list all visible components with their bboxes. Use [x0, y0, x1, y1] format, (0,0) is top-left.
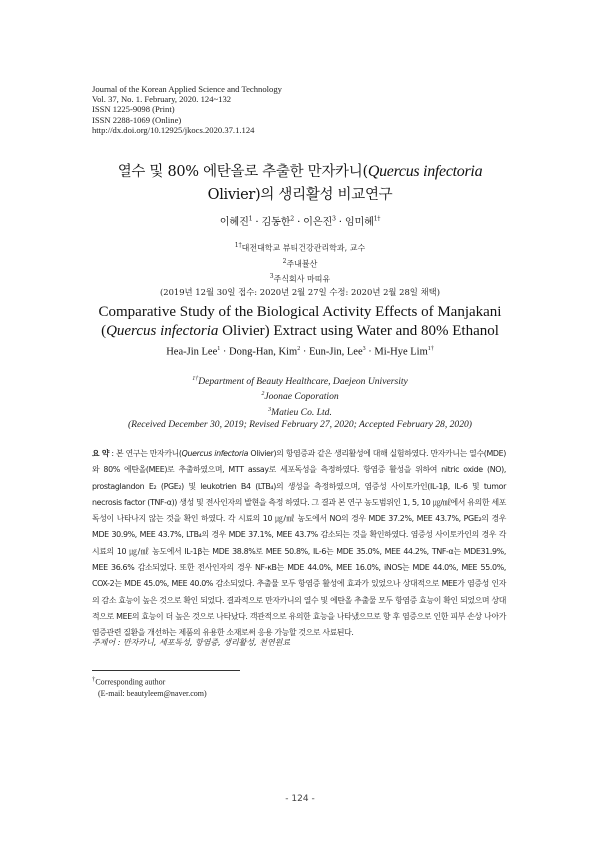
author-sup: 2	[297, 346, 301, 352]
footnote	[92, 674, 207, 699]
journal-issue: Vol. 37, No. 1. February, 2020. 124~132	[92, 94, 232, 105]
affiliation-line: Department of Beauty Healthcare, Daejeon University	[198, 376, 408, 388]
author-sup: 1†	[427, 346, 434, 352]
affiliation-line: Matieu Co. Ltd.	[271, 407, 332, 419]
author-name: Dong-Han, Kim	[228, 346, 298, 358]
separator: ·	[294, 217, 304, 228]
affiliation-line: 주식회사 마띠유	[273, 274, 331, 284]
title-en-line1: Comparative Study of the Biological Activity Effects of Manjakani	[98, 304, 502, 320]
author-sup: 3	[362, 346, 366, 352]
separator: ·	[365, 346, 375, 358]
dates-korean: (2019년 12월 30일 접수: 2020년 2월 27일 수정: 2020년 2월 28일 채택)	[159, 286, 441, 297]
affiliations-english	[0, 373, 600, 432]
affiliation-line: 대전대학교 뷰티건강관리학과, 교수	[241, 243, 366, 253]
author-name: 이은진	[303, 217, 333, 228]
dagger-mark: †	[92, 676, 96, 683]
separator: ·	[252, 217, 262, 228]
journal-header	[92, 84, 282, 135]
author-name: Mi-Hye Lim	[374, 346, 428, 358]
aff-sup: 1†	[192, 376, 199, 382]
abstract-text: : 본 연구는 만자카니(	[109, 449, 182, 458]
author-name: Eun-Jin, Lee	[308, 346, 363, 358]
affiliation-line: Joonae Coporation	[264, 391, 339, 403]
separator: ·	[335, 217, 345, 228]
author-name: 이혜진	[219, 217, 249, 228]
title-english	[70, 303, 530, 341]
title-kr-species: Quercus infectoria	[367, 163, 483, 180]
doi-link[interactable]: http://dx.doi.org/10.12925/jkocs.2020.37.1.124	[92, 124, 255, 135]
aff-sup: 2	[282, 257, 287, 265]
author-sup: 1†	[373, 215, 381, 223]
issn-online: ISSN 2288-1069 (Online)	[92, 114, 182, 125]
author-name: 임미혜	[344, 217, 374, 228]
author-name: Hea-Jin Lee	[166, 346, 218, 358]
keywords: 주제어 : 만자카니, 세포독성, 항염증, 생리활성, 천연원료	[92, 638, 291, 647]
paren: (	[101, 323, 107, 339]
journal-name: Journal of the Korean Applied Science and Technology	[92, 84, 282, 94]
title-en-rest: Olivier) Extract using Water and 80% Ethanol	[218, 323, 499, 339]
issn-print: ISSN 1225-9098 (Print)	[92, 104, 175, 115]
affiliation-line: 주내뷸산	[286, 259, 318, 269]
abstract-species: Quercus infectoria	[181, 449, 249, 458]
aff-sup: 2	[261, 391, 265, 398]
separator: ·	[300, 346, 309, 358]
author-sup: 2	[290, 215, 295, 223]
author-sup: 1	[248, 215, 253, 223]
page-number: - 124 -	[285, 794, 315, 804]
author-name: 김동한	[261, 217, 291, 228]
abstract-label: 요 약	[92, 449, 110, 458]
affiliations-korean	[0, 239, 600, 299]
abstract-text: Olivier)의 항염증과 같은 생리활성에 대해 실험하였다. 만자카니는 열수(MDE)와 80% 에탄올(MEE)로 추출하였으며, MTT assay로 세포독성을 측정하였다. 항염증 활성을 위하여 nitric oxide (NO), prostaglandon E₂ (PGE₂) 및 leukotrien B4 (LTB₄)의 생성을 측정하였으며, 염증성 사이토카인(IL-1β, IL-6 및 tumor necrosis factor (TNF-α)) 생성 및 전사인자의 발현을 측정 하였다. 그 결과 본 연구 농도범위인 1, 5, 10 ㎍/㎖에서 유의한 세포독성이 나타나지 않는 것을 확인 하였다. 각 시료의 10 ㎍/㎖ 농도에서 NO의 경우 MDE 37.2%, MEE 43.7%, PGE₂의 경우 MDE 30.9%, MEE 43.7%, LTB₄의 경우 MDE 37.1%, MEE 43.7% 감소되는 것을 확인하였다. 염증성 사이토카인의 경우 각 시료의 10 ㎍/㎖ 농도에서 IL-1β는 MDE 38.8%로 MEE 50.8%, IL-6는 MDE 35.0%, MEE 44.2%, TNF-α는 MDE31.9%, MEE 36.6% 감소되었다. 또한 전사인자의 경우 NF-κB는 MDE 44.0%, MEE 16.0%, iNOS는 MDE 44.0%, MEE 55.0%, COX-2는 MDE 45.0%, MEE 40.0% 감소되었다. 추출물 모두 항염증 활성에 효과가 있었으나 상대적으로 MEE가 염증성 인자의 감소 효능이 높은 것으로 확인 되었다. 결과적으로 만자카니의 열수 및 에탄올 추출물 모두 항염증 효능이 확인 되었으며 상대적으로 MEE의 효능이 더 높은 것으로 나타났다. 객관적으로 유의한 효능을 나타냈으므로 향 후 염증으로 인한 피부 손상 나아가 염증관련 질환을 개선하는 제품의 유용한 소재로써 응용 가능할 것으로 사료된다.	[92, 449, 507, 638]
separator: ·	[220, 346, 229, 358]
title-kr-line2: Olivier)의 생리활성 비교연구	[207, 187, 393, 203]
aff-sup: 3	[269, 273, 274, 281]
aff-sup: 1†	[234, 242, 242, 249]
footnote-divider	[92, 670, 240, 671]
authors-korean	[0, 213, 600, 228]
corresponding-email: (E-mail: beautyleem@naver.com)	[98, 688, 207, 698]
aff-sup: 3	[268, 406, 272, 413]
author-sup: 3	[332, 215, 336, 223]
authors-english	[0, 346, 600, 358]
corresponding-label: Corresponding author	[95, 677, 166, 687]
title-en-species: Quercus infectoria	[106, 323, 219, 339]
dates-english: (Received December 30, 2019; Revised February 27, 2020; Accepted February 28, 2020)	[127, 419, 472, 431]
author-sup: 1	[217, 346, 221, 352]
title-kr-part: 열수 및 80% 에탄올로 추출한 만자카니(	[117, 164, 368, 180]
title-korean	[70, 160, 530, 207]
abstract-korean	[92, 446, 506, 642]
